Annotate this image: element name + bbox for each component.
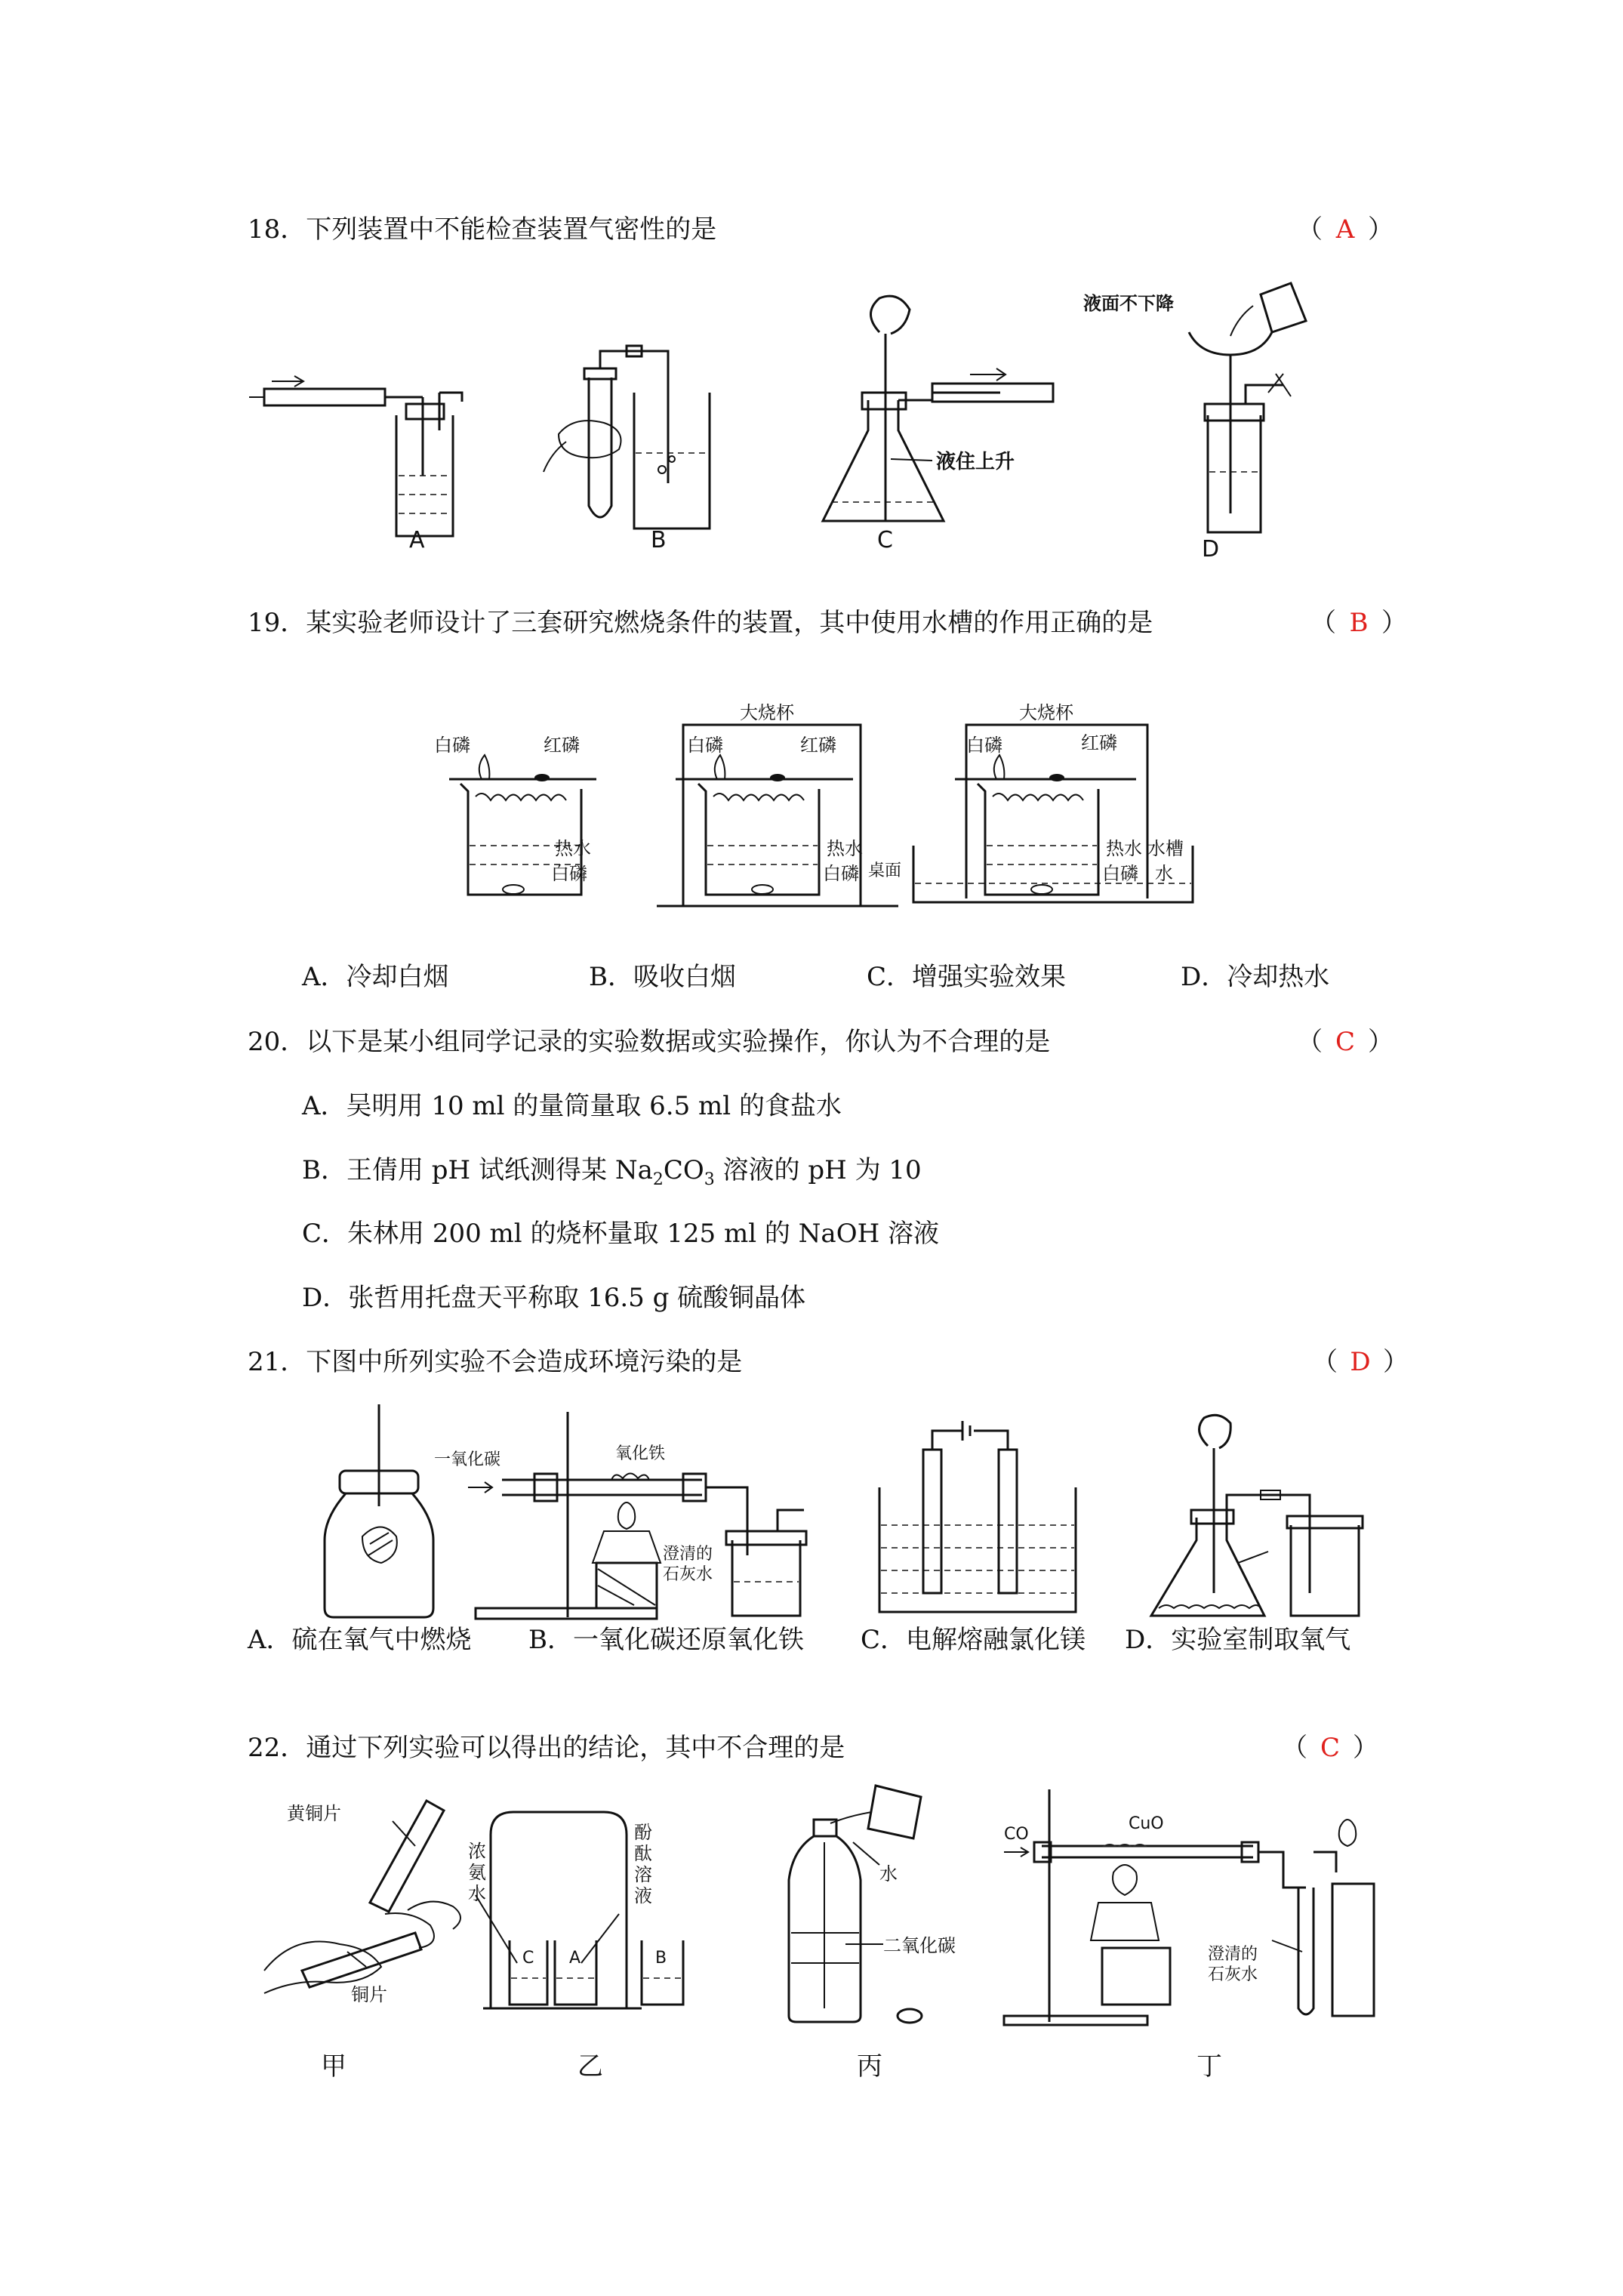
q20-option-b: B．王倩用 pH 试纸测得某 $Na_2CO_3$ 溶液的 pH 为 10 [302,1155,922,1189]
q21-caption-c: C．电解熔融氯化镁 [861,1625,1086,1655]
q21-device-b [468,1412,806,1619]
q19-trough-label: 水槽 [1147,838,1184,859]
q22-phen-4: 液 [634,1885,652,1906]
q21-co-label: 一氧化碳 [434,1450,501,1469]
q18-label-c: C [877,527,893,553]
q19-option-b: B．吸收白烟 [589,962,736,992]
q19-water-label: 水 [1155,863,1173,884]
q20-option-a: A．吴明用 10 ml 的量筒量取 6.5 ml 的食盐水 [302,1091,842,1121]
q21-caption-b: B．一氧化碳还原氧化铁 [528,1625,804,1655]
q18-device-c [823,296,1053,521]
q18-label-b: B [651,527,667,553]
q19-big-beaker-2: 大烧杯 [740,702,794,723]
q19-option-d: D．冷却热水 [1181,962,1330,992]
q22-phen-2: 酞 [634,1843,652,1864]
q20-option-c: C．朱林用 200 ml 的烧杯量取 125 ml 的 NaOH 溶液 [302,1219,940,1249]
q21-caption-d: D．实验室制取氧气 [1125,1625,1351,1655]
q18-device-d [1189,283,1306,532]
q18-text: 18．下列装置中不能检查装置气密性的是 [248,214,717,245]
q22-caption-ding: 丁 [1196,2051,1222,2082]
q22-device-jia [264,1801,460,1993]
q22-device-bing [789,1786,922,2023]
q21-limewater-1: 澄清的 [663,1545,713,1564]
q18-device-b [544,346,710,529]
q22-caption-jia: 甲 [321,2051,346,2082]
q22-conc-1: 浓 [468,1841,486,1862]
q19-answer-mark: B [1349,608,1369,638]
q19-red-p-3: 红磷 [1081,732,1117,754]
q22-conc-2: 氨 [468,1862,486,1883]
q20-option-d: D．张哲用托盘天平称取 16.5 g 硫酸铜晶体 [302,1283,806,1313]
q19-white-p-bottom-2: 白磷 [823,863,859,884]
q21-text: 21．下图中所列实验不会造成环境污染的是 [248,1347,743,1377]
q22-brass-label: 黄铜片 [287,1803,341,1824]
q18-label-d: D [1202,536,1220,562]
q22-water-label: 水 [879,1863,898,1885]
q22-limewater-1: 澄清的 [1208,1945,1258,1964]
q22-caption-yi: 乙 [577,2051,603,2082]
q21-device-c [879,1421,1076,1612]
q22-limewater-2: 石灰水 [1208,1965,1258,1984]
q20-answer: （ C ） [1297,1027,1394,1057]
q22-answer: （ C ） [1282,1733,1378,1763]
q22-copper-label: 铜片 [351,1984,387,2005]
q22-phen-3: 溶 [634,1864,652,1885]
q22-device-ding [1004,1789,1374,2025]
q18-label-a: A [409,527,425,553]
q19-answer: （ B ） [1310,608,1407,638]
q19-red-p-1: 红磷 [544,735,580,756]
q19-hot-water-2: 热水 [827,838,863,859]
q19-white-p-bottom-1: 白磷 [551,863,587,884]
q22-experiment-figure [249,1782,1427,2039]
q18-answer-mark: A [1335,214,1355,245]
q22-co2-label: 二氧化碳 [883,1935,956,1956]
q19-option-c: C．增强实验效果 [867,962,1067,992]
q18-annot-d: 液面不下降 [1083,293,1174,314]
q19-white-p-2: 白磷 [687,735,723,756]
q19-option-a: A．冷却白烟 [302,962,449,992]
q22-cuo-label: CuO [1129,1814,1164,1833]
q19-table-label: 桌面 [868,861,902,880]
q19-white-p-3: 白磷 [966,735,1002,756]
q18-device-a [249,376,462,536]
q21-device-d [1151,1415,1363,1616]
q18-annot-c: 液住上升 [936,451,1015,473]
q22-co-label: CO [1004,1825,1029,1844]
q19-red-p-2: 红磷 [800,735,836,756]
q19-combustion-figure [430,695,1230,921]
q22-conc-3: 水 [468,1883,486,1904]
q22-beaker-a: A [569,1949,581,1968]
q20-answer-mark: C [1335,1027,1355,1057]
q19-hot-water-3: 热水 [1106,838,1142,859]
q21-limewater-2: 石灰水 [663,1565,713,1584]
q22-caption-bing: 丙 [857,2051,882,2082]
q21-device-a [325,1404,433,1617]
q20-text: 20．以下是某小组同学记录的实验数据或实验操作，你认为不合理的是 [248,1027,1051,1057]
q21-caption-a: A．硫在氧气中燃烧 [248,1625,472,1655]
q18-answer: （ A ） [1297,214,1394,245]
q22-beaker-c: C [522,1949,534,1968]
q21-answer: （ D ） [1312,1347,1409,1377]
q22-beaker-b: B [655,1949,667,1968]
q21-apparatus-figure [249,1404,1412,1631]
q19-white-p-1: 白磷 [434,735,470,756]
q19-setup-3 [913,725,1193,902]
q19-white-p-bottom-3: 白磷 [1102,863,1138,884]
q22-text: 22．通过下列实验可以得出的结论，其中不合理的是 [248,1733,845,1763]
q19-text: 19．某实验老师设计了三套研究燃烧条件的装置，其中使用水槽的作用正确的是 [248,608,1153,638]
q21-answer-mark: D [1350,1347,1371,1377]
q21-fe2o3-label: 氧化铁 [615,1444,666,1463]
q19-hot-water-1: 热水 [555,838,591,859]
q18-apparatus-figure [249,279,1419,566]
q22-answer-mark: C [1320,1733,1340,1763]
q22-phen-1: 酚 [634,1822,652,1843]
q19-big-beaker-3: 大烧杯 [1019,702,1073,723]
